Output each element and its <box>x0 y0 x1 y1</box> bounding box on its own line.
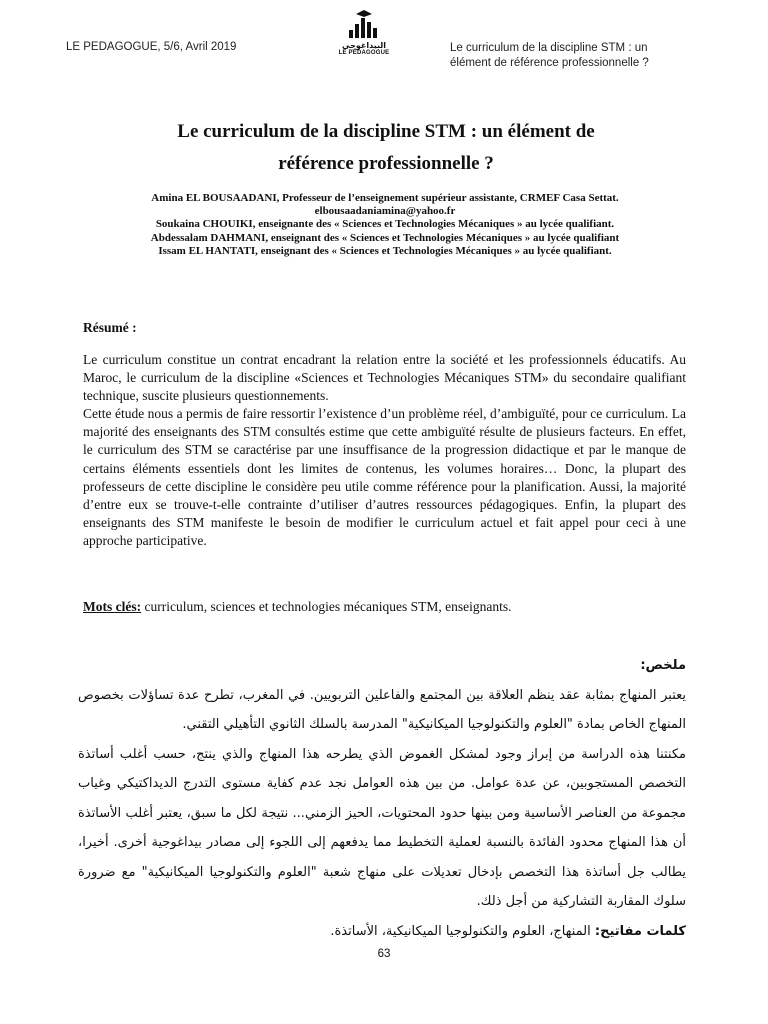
author-list <box>70 192 700 258</box>
arabic-keywords <box>78 917 686 947</box>
logo-arabic-text: البيداغوجي <box>342 41 386 50</box>
keywords-label: Mots clés: <box>83 599 142 614</box>
title-line2: référence professionnelle ? <box>278 153 494 174</box>
page-number: 63 <box>377 948 391 960</box>
resume-paragraph: Cette étude nous a permis de faire ressortir l’existence d’un problème réel, d’ambiguïté, pour ce curriculum. La majorité des enseignants des STM consultés estime que cette ambiguïté résulte de plusieurs facteurs. En effet, le curriculum des STM se caractérise par une insuffisance de la progression didactique et par le manque de certains éléments essentiels dont les limites de contenus, les volumes horaires… Donc, la plupart des professeurs de cette discipline le considère peu utile comme référence pour la planification. Aussi, la majorité d’entre eux se trouve-t-elle contrainte d’utiliser d’autres ressources pédagogiques. Enfin, la plupart des enseignants des STM manifeste le besoin de modifier le curriculum actuel et fait appel pour ceci à une approche participative. <box>83 406 686 548</box>
arabic-keywords-label: كلمات مفاتيح: <box>594 923 686 939</box>
arabic-abstract <box>78 651 686 946</box>
running-title-line2: élément de référence professionnelle ? <box>450 57 649 69</box>
author-line: Amina EL BOUSAADANI, Professeur de l’enseignement supérieur assistante, CRMEF Casa Settat. <box>151 192 619 204</box>
journal-header: LE PEDAGOGUE, 5/6, Avril 2019 <box>66 41 237 53</box>
keywords-french <box>83 599 686 615</box>
arabic-abstract-heading: ملخص: <box>640 658 686 673</box>
title-line1: Le curriculum de la discipline STM : un élément de <box>177 121 595 142</box>
running-title <box>450 41 710 71</box>
author-line: Soukaina CHOUIKI, enseignante des « Sciences et Technologies Mécaniques » au lycée qualifiant. <box>155 218 615 231</box>
keywords-text: curriculum, sciences et technologies mécaniques STM, enseignants. <box>141 599 512 614</box>
resume-body <box>83 351 686 550</box>
running-title-line1: Le curriculum de la discipline STM : un <box>450 42 648 54</box>
arabic-paragraph: مكنتنا هذه الدراسة من إبراز وجود لمشكل الغموض الذي يطرحه هذا المنهاج والذي ينتج، حسب أغلب أساتذة التخصص المستجوبين، عن عدة عوامل. من بين هذه العوامل نجد عدم كفاية مستوى التدرج الديداكتيكي وغياب مجموعة من العناصر الأساسية ومن بينها حدود المحتويات، الحيز الزمني... نتيجة لكل ما سبق، يعتبر أغلب الأساتذة أن هذا المنهاج محدود الفائدة بالنسبة لعملية التخطيط مما يدفعهم إلى اللجوء إلى مصادر بيداغوجية أخرى. أخيرا، يطالب جل أساتذة هذا التخصص بإدخال تعديلات على منهاج شعبة "العلوم والتكنولوجيا الميكانيكية" مع ضرورة سلوك المقاربة التشاركية من أجل ذلك. <box>78 746 686 909</box>
journal-logo <box>332 10 396 68</box>
arabic-paragraph: يعتبر المنهاج بمثابة عقد ينظم العلاقة بين المجتمع والفاعلين التربويين. في المغرب، تطرح عدة تساؤلات بخصوص المنهاج الخاص بمادة "العلوم والتكنولوجيا الميكانيكية" المدرسة بالسلك الثانوي التأهيلي التقني. <box>78 687 686 732</box>
resume-paragraph: Le curriculum constitue un contrat encadrant la relation entre la société et les professionnels éducatifs. Au Maroc, le curriculum de la discipline «Sciences et Technologies Mécaniques STM» du secondaire qualifiant technique, suscite plusieurs questionnements. <box>83 352 686 404</box>
author-line: Issam EL HANTATI, enseignant des « Sciences et Technologies Mécaniques » au lycée qualifiant. <box>158 244 612 257</box>
resume-heading: Résumé : <box>83 320 137 335</box>
article-title <box>80 116 692 180</box>
author-line: Abdessalam DAHMANI, enseignant des « Sciences et Technologies Mécaniques » au lycée qualifiant <box>150 231 620 244</box>
author-email: elbousaadaniamina@yahoo.fr <box>314 205 456 218</box>
logo-french-text: LE PÉDAGOGUE <box>338 50 390 56</box>
arabic-keywords-text: المنهاج، العلوم والتكنولوجيا الميكانيكية، الأساتذة. <box>330 923 595 939</box>
pen-nib-logo-icon <box>347 10 381 40</box>
